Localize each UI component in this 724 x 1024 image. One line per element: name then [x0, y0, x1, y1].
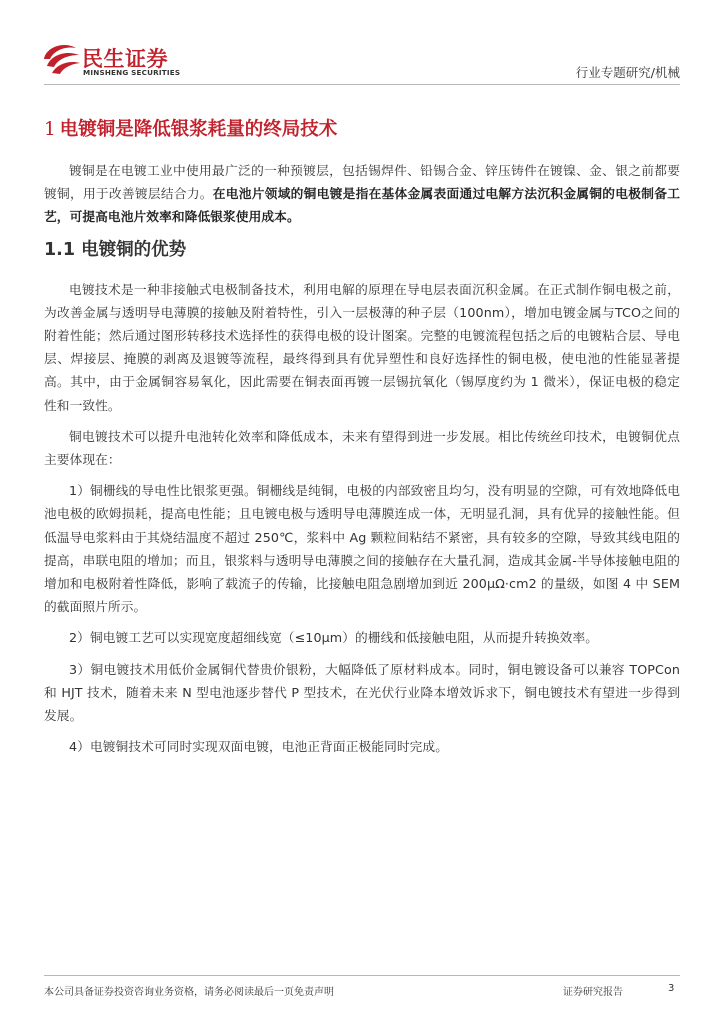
- advantage-item: 4）电镀铜技术可同时实现双面电镀，电池正背面正极能同时完成。: [69, 739, 449, 755]
- footer-disclaimer: 本公司具备证券投资咨询业务资格，请务必阅读最后一页免责声明: [44, 987, 334, 998]
- body-paragraph: 电镀技术是一种非接触式电极制备技术，利用电解的原理在导电层表面沉积金属。在正式制作铜电极之前，为改善金属与透明导电薄膜的接触及附着特性，引入一层极薄的种子层（100nm），增加电镀金属与TCO之间的附着性能；然后通过图形转移技术选择性的获得电极的设计图案。完整的电镀流程包括之后的电镀粘合层、导电层、焊接层、掩膜的剥离及退镀等流程，最终得到具有优异塑性和良好选择性的铜电极，使电池的性能显著提高。其中，由于金属铜容易氧化，因此需要在铜表面再镀一层锡抗氧化（锡厚度约为 1 微米），保证电极的稳定性和一致性。: [44, 281, 680, 413]
- minsheng-logo-icon: [42, 42, 82, 76]
- advantage-item: 1）铜栅线的导电性比银浆更强。铜栅线是纯铜，电极的内部致密且均匀，没有明显的空隙，可有效地降低电池电极的欧姆损耗，提高电性能；且电镀电极与透明导电薄膜连成一体，无明显孔洞，具有优异的接触性能。但低温导电浆料由于其烧结温度不超过 250℃，浆料中 Ag 颗粒间粘结不紧密，具有较多的空隙，导致其线电阻的提高，串联电阻的增加；而且，银浆料与透明导电薄膜之间的接触存在大量孔洞，造成其金属-半导体接触电阻的增加和电极附着性降低，影响了载流子的传输，比接触电阻急剧增加到近 200μΩ·cm2 的量级，如图 4 中 SEM 的截面照片所示。: [44, 483, 680, 615]
- footer-divider: [44, 975, 680, 976]
- advantage-item: 2）铜电镀工艺可以实现宽度超细线宽（≤10μm）的栅线和低接触电阻，从而提升转换效率。: [69, 630, 599, 646]
- intro-paragraph: [44, 159, 680, 229]
- logo-chinese-name: 民生证券: [82, 47, 168, 71]
- section-title: 电镀铜是降低银浆耗量的终局技术: [59, 119, 338, 140]
- report-body: [44, 116, 680, 766]
- company-logo[interactable]: [42, 42, 182, 78]
- header-divider: [44, 84, 680, 85]
- intro-bold-text: 在电池片领域的铜电镀是指在基体金属表面通过电解方法沉积金属铜的电极制备工艺，可提高电池片效率和降低银浆使用成本。: [44, 186, 680, 225]
- advantage-item: 3）铜电镀技术用低价金属铜代替贵价银粉，大幅降低了原材料成本。同时，铜电镀设备可以兼容 TOPCon 和 HJT 技术，随着未来 N 型电池逐步替代 P 型技术，在光伏行业降本增效诉求下，铜电镀技术有望进一步得到发展。: [44, 661, 680, 724]
- footer-report-type: 证券研究报告: [563, 987, 623, 998]
- report-category: 行业专题研究/机械: [575, 65, 680, 80]
- intro-plain-text: 镀铜是在电镀工业中使用最广泛的一种预镀层，包括锡焊件、铅锡合金、锌压铸件在镀镍、金、银之前都要镀铜，用于改善镀层结合力。: [44, 163, 680, 202]
- page-number: 3: [668, 983, 675, 994]
- body-paragraph: 铜电镀技术可以提升电池转化效率和降低成本，未来有望得到进一步发展。相比传统丝印技术，电镀铜优点主要体现在：: [44, 428, 680, 468]
- page-header: [0, 0, 724, 88]
- subsection-heading: 1.1 电镀铜的优势: [44, 239, 187, 260]
- logo-english-name: MINSHENG SECURITIES: [83, 68, 181, 77]
- section-heading: [44, 116, 680, 144]
- section-number: 1: [44, 119, 56, 140]
